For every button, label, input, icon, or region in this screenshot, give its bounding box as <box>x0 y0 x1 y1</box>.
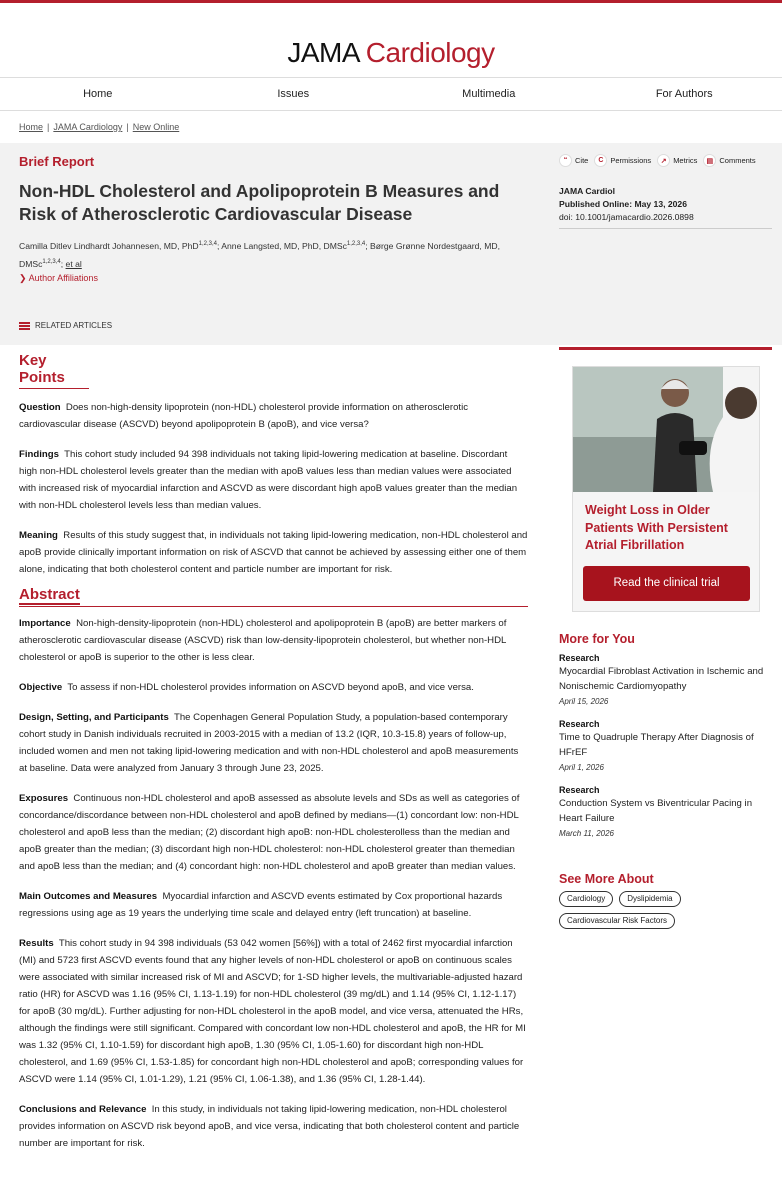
article-meta <box>559 185 772 229</box>
more-for-you-heading: More for You <box>559 632 635 646</box>
abstract-outcomes <box>19 888 528 922</box>
doi[interactable]: doi: 10.1001/jamacardio.2026.0898 <box>559 211 772 229</box>
article-type: Brief Report <box>19 154 95 169</box>
abs-label: Importance <box>19 618 71 629</box>
author-sup: 1,2,3,4 <box>42 258 61 265</box>
author-sup: 1,2,3,4 <box>198 241 217 247</box>
kp-label: Question <box>19 402 61 413</box>
abs-label: Exposures <box>19 793 69 804</box>
author-sup: 1,2,3,4 <box>346 241 366 247</box>
logo-part1: JAMA <box>287 37 359 68</box>
abstract-results <box>19 935 528 1088</box>
abs-label: Design, Setting, and Participants <box>19 712 169 723</box>
chart-line-icon: ↗ <box>657 154 670 167</box>
abstract-conclusions <box>19 1101 528 1152</box>
read-clinical-trial-button[interactable]: Read the clinical trial <box>583 566 750 601</box>
abs-text: Non-high-density-lipoprotein (non-HDL) cholesterol and apolipoprotein B (apoB) are better markers of atherosclerotic cardiovascular disease (ASCVD) risk than low-density-lipoprotein cholesterol, but whether non-HDL cholesterol or apoB is superior to the other is less clear. <box>19 618 507 663</box>
list-item[interactable] <box>559 651 772 710</box>
related-articles-toggle[interactable] <box>19 321 112 330</box>
key-point-meaning <box>19 527 528 578</box>
promo-illustration <box>573 367 759 492</box>
article-title: Non-HDL Cholesterol and Apolipoprotein B Measures and Risk of Atherosclerotic Cardiovascular Disease <box>19 181 500 224</box>
item-title[interactable]: Time to Quadruple Therapy After Diagnosis of HFrEF <box>559 732 754 758</box>
key-point-question <box>19 399 528 433</box>
item-category: Research <box>559 785 600 795</box>
tag-cardiovascular-risk-factors[interactable]: Cardiovascular Risk Factors <box>559 913 675 929</box>
author-affiliations-toggle[interactable] <box>19 273 98 284</box>
nav-issues[interactable]: Issues <box>277 88 310 100</box>
author-list: Camilla Ditlev Lindhardt Johannesen, MD, PhD$^{1,2,3,4}$; Anne Langsted, MD, PhD, DMSc$^{1,2,3,4}$; Børge Grønne Nordestgaard, MD, DMSc$^{1,2,3,4}$; et al <box>19 240 500 269</box>
main-nav <box>0 77 782 111</box>
abstract-importance <box>19 615 528 666</box>
abs-label: Objective <box>19 682 63 693</box>
item-category: Research <box>559 653 600 663</box>
nav-multimedia[interactable]: Multimedia <box>462 88 516 100</box>
kp-label: Meaning <box>19 530 58 541</box>
article-tools <box>559 154 756 167</box>
topic-tags <box>559 891 772 929</box>
abstract-heading-wrap <box>19 586 528 607</box>
copyright-icon: C <box>594 154 607 167</box>
author-affiliations-label: Author Affiliations <box>28 273 98 283</box>
item-category: Research <box>559 719 600 729</box>
abs-label: Results <box>19 938 54 949</box>
list-item[interactable] <box>559 717 772 776</box>
comments-label: Comments <box>719 156 756 165</box>
comments-button[interactable] <box>703 154 755 167</box>
kp-text: Results of this study suggest that, in individuals not taking lipid-lowering medication, non-HDL cholesterol and apoB provide clinically important information on risk of ASCVD that cannot be achieved by assessing either one of them alone, indicating that both cholesterol content and particle number are important for risk. <box>19 530 528 575</box>
metrics-label: Metrics <box>673 156 698 165</box>
abstract-exposures <box>19 790 528 875</box>
permissions-label: Permissions <box>610 156 652 165</box>
article-body <box>19 352 528 1152</box>
cite-button[interactable] <box>559 154 588 167</box>
abs-text: This cohort study in 94 398 individuals (53 042 women [56%]) with a total of 2462 first myocardial infarction (MI) and 5723 first ASCVD events found that any higher levels of non-HDL cholesterol or apoB on continuous scales were associated with similar increased risk of MI and ASCVD; for 1-SD higher levels, the multivariable-adjusted hazard ratio (HR) for ASCVD was 1.16 (95% CI, 1.13-1.19) for non-HDL cholesterol (39 mg/dL) and 1.14 (95% CI, 1.12-1.17) for apoB (30 mg/dL). Further adjusting for non-HDL cholesterol in the apoB model, and vice versa, attenuated the HRs, although the findings were still significant. Compared with concordant low non-HDL cholesterol and apoB, the HR for MI was 1.32 (95% CI, 1.10-1.59) for discordant high apoB, 1.30 (95% CI, 1.05-1.60) for discordant high non-HDL cholesterol, and 1.69 (95% CI, 1.53-1.85) for concordant high non-HDL cholesterol and apoB; corresponding values for ASCVD were 1.14 (95% CI, 1.01-1.29), 1.21 (95% CI, 1.06-1.38), and 1.36 (95% CI, 1.28-1.44). <box>19 938 526 1085</box>
menu-icon <box>19 322 30 330</box>
more-for-you <box>559 632 772 849</box>
abs-text: Continuous non-HDL cholesterol and apoB assessed as absolute levels and SDs as well as categories of concordance/discordance between non-HDL cholesterol and apoB defined by medians—(1) concordant low: non-HDL cholesterol and apoB less than the median; (2) discordant high apoB: non-HDL cholesterolless than the median and apoB greater than the median; (3) discordant high non-HDL cholesterol: non-HDL cholesterol greater than themedian and apoB less than the median; and (4) concordant high: non-HDL cholesterol and apoB greater than median values. <box>19 793 520 872</box>
abstract-design <box>19 709 528 777</box>
top-accent-bar <box>0 0 782 32</box>
journal-logo[interactable] <box>0 36 782 70</box>
metrics-button[interactable] <box>657 154 697 167</box>
tag-dyslipidemia[interactable]: Dyslipidemia <box>619 891 680 907</box>
item-title[interactable]: Conduction System vs Biventricular Pacing in Heart Failure <box>559 798 753 824</box>
abstract-heading: Abstract <box>19 586 80 603</box>
et-al-link[interactable]: et al <box>65 258 82 269</box>
promo-card[interactable] <box>572 366 760 612</box>
abs-text: To assess if non-HDL cholesterol provides information on ASCVD beyond apoB, and vice versa. <box>67 682 474 693</box>
abs-label: Conclusions and Relevance <box>19 1104 147 1115</box>
breadcrumb-journal[interactable]: JAMA Cardiology <box>53 122 123 132</box>
promo-title: Weight Loss in Older Patients With Persistent Atrial Fibrillation <box>585 503 728 552</box>
abs-text: The Copenhagen General Population Study, a population-based contemporary cohort study in Danish individuals recruited in 2003-2015 with a median of 13.2 (IQR, 10.3-15.8) years of follow-up, included women and men not taking lipid-lowering medication and with non-HDL cholesterol and apoB measurements at baseline. Data were analyzed from January 3 through June 23, 2025. <box>19 712 519 774</box>
abs-text: In this study, in individuals not taking lipid-lowering medication, non-HDL cholesterol provides information on ASCVD risk beyond apoB, and vice versa, indicating that both cholesterol content and particle number are important for risk. <box>19 1104 520 1149</box>
abs-label: Main Outcomes and Measures <box>19 891 158 902</box>
item-date: April 15, 2026 <box>559 697 609 706</box>
journal-abbrev: JAMA Cardiol <box>559 186 616 196</box>
promo-photo <box>573 367 759 492</box>
chevron-right-icon: ❯ <box>19 273 27 283</box>
item-date: April 1, 2026 <box>559 763 604 772</box>
cite-label: Cite <box>575 156 589 165</box>
breadcrumb-home[interactable]: Home <box>19 122 44 132</box>
key-point-findings <box>19 446 528 514</box>
logo-part2: Cardiology <box>365 37 495 68</box>
item-title[interactable]: Myocardial Fibroblast Activation in Ischemic and Nonischemic Cardiomyopathy <box>559 666 764 692</box>
item-date: March 11, 2026 <box>559 829 614 838</box>
nav-for-authors[interactable]: For Authors <box>655 88 713 100</box>
author-name[interactable]: Anne Langsted, MD, PhD, DMSc <box>221 240 347 251</box>
key-points-heading: Key Points <box>19 352 89 389</box>
publish-date: Published Online: May 13, 2026 <box>559 199 687 209</box>
breadcrumb-new-online[interactable]: New Online <box>132 122 180 132</box>
comment-icon: ▤ <box>703 154 716 167</box>
kp-text: Does non-high-density lipoprotein (non-HDL) cholesterol provide information on atherosclerotic cardiovascular disease (ASCVD) beyond apolipoprotein B (apoB), and vice versa? <box>19 402 469 430</box>
kp-text: This cohort study included 94 398 individuals not taking lipid-lowering medication at baseline. Discordant high non-HDL cholesterol levels greater than the median with apoB values less than median values were associated with increased risk of myocardial infarction and ASCVD as were discordant high apoB values greater than the median with non-HDL cholesterol levels less than median values. <box>19 449 518 511</box>
permissions-button[interactable] <box>594 154 651 167</box>
see-more-about <box>559 872 772 929</box>
author-name[interactable]: Børge Grønne Nordestgaard, MD, DMSc <box>19 240 500 269</box>
related-articles-label: RELATED ARTICLES <box>35 321 113 330</box>
list-item[interactable] <box>559 783 772 842</box>
see-more-heading: See More About <box>559 872 654 886</box>
sidebar-accent-bar <box>559 347 772 350</box>
abs-text: Myocardial infarction and ASCVD events estimated by Cox proportional hazards regressions using age as 19 years the underlying time scale and delayed entry (left truncation) at baseline. <box>19 891 503 919</box>
abstract-objective <box>19 679 528 696</box>
breadcrumb: Home | JAMA Cardiology | New Online <box>19 122 180 132</box>
kp-label: Findings <box>19 449 59 460</box>
tag-cardiology[interactable]: Cardiology <box>559 891 613 907</box>
quote-icon: “ <box>559 154 572 167</box>
nav-home[interactable]: Home <box>83 88 113 100</box>
author-name[interactable]: Camilla Ditlev Lindhardt Johannesen, MD, PhD <box>19 240 199 251</box>
